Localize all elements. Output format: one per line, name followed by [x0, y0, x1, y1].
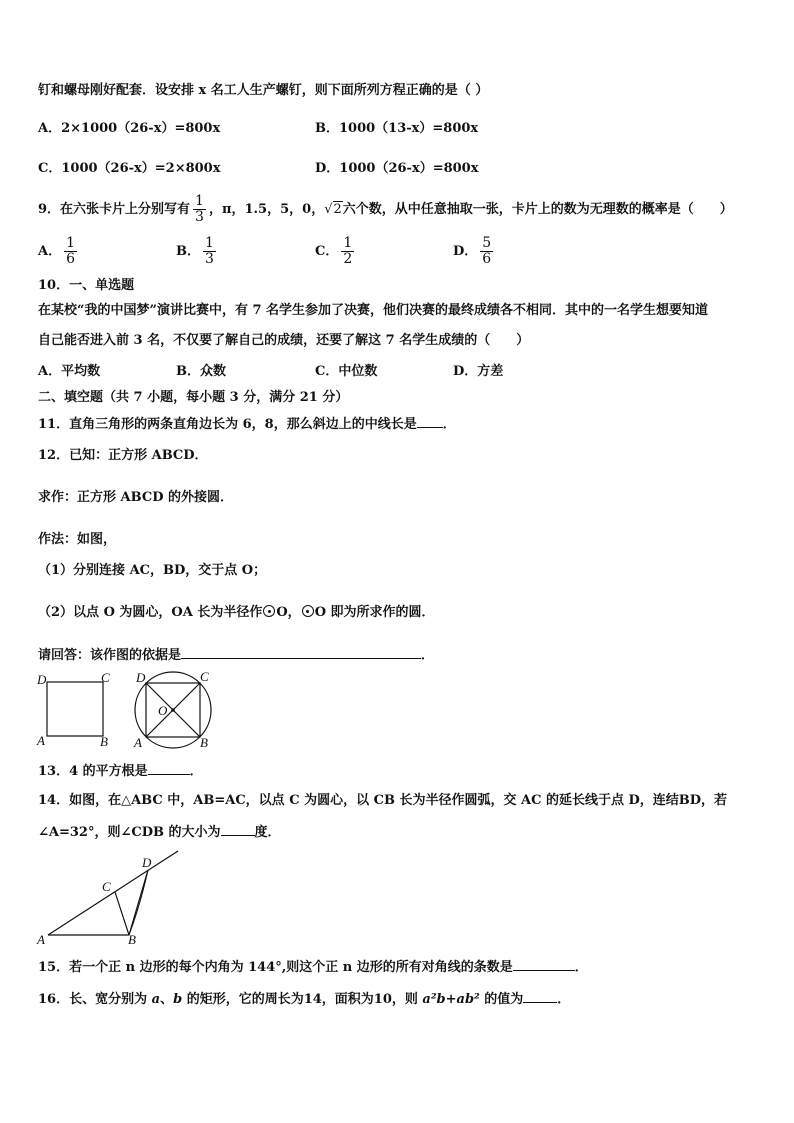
label-a: A	[37, 932, 45, 947]
q9-option-a-frac	[64, 236, 77, 267]
q16-var-a: a	[151, 992, 161, 1007]
q11-end: ．	[442, 417, 456, 432]
q16-var-b: b	[173, 992, 183, 1007]
q12-step2-part-c: O 即为所求作的圆．	[314, 605, 435, 620]
q14-line2-end: 度．	[254, 825, 281, 840]
square-figure	[36, 672, 116, 752]
line-cb	[115, 892, 129, 935]
q9-option-c-letter: C．	[315, 244, 339, 259]
label-b: B	[200, 735, 208, 750]
q12-ask-text: 请回答：该作图的依据是	[38, 648, 182, 663]
answer-blank	[221, 823, 255, 836]
q9-option-d-frac	[480, 236, 493, 267]
q15-text: 15．若一个正 n 边形的每个内角为 144°,则这个正 n 边形的所有对角线的条数是	[38, 960, 513, 975]
q9-option-b-letter: B．	[176, 244, 200, 259]
center-point	[171, 708, 175, 712]
frac-den: 2	[343, 251, 353, 267]
q12-ask	[38, 646, 434, 665]
q10-option-c: C．中位数	[315, 364, 378, 379]
q8-option-b: B．1000（13-x）=800x	[315, 121, 479, 136]
q13	[38, 762, 203, 781]
label-d: D	[136, 670, 146, 685]
circle-dot-symbol	[263, 605, 275, 617]
q9-sqrt	[324, 192, 343, 228]
frac-den: 6	[482, 251, 492, 267]
q9-option-c-frac	[341, 236, 354, 267]
q12-step2-part-a: （2）以点 O 为圆心，OA 长为半径作	[38, 605, 263, 620]
q9-option-d	[453, 234, 496, 270]
frac-num: 1	[205, 235, 214, 251]
q9-option-d-letter: D．	[453, 244, 478, 259]
q13-text: 13．4 的平方根是	[38, 764, 148, 779]
q9-frac-num: 1	[195, 193, 204, 209]
q9-option-b-frac	[203, 236, 216, 267]
q9-option-a	[38, 234, 80, 270]
q9-sqrt-value: 2	[333, 202, 342, 217]
q12-step2	[38, 604, 435, 622]
q10-option-a: A．平均数	[38, 364, 101, 379]
circle-dot-symbol	[302, 605, 314, 617]
q9-option-c	[315, 234, 357, 270]
q10-option-d: D．方差	[453, 364, 504, 379]
q12-step2-part-b: O，	[276, 605, 301, 620]
label-d: D	[37, 672, 47, 687]
line-bd	[129, 870, 148, 935]
square-abcd	[47, 682, 103, 736]
q10-header: 10．一、单选题	[38, 278, 135, 293]
answer-blank	[181, 646, 421, 659]
q9-stem	[38, 192, 733, 228]
label-b: B	[100, 734, 108, 749]
label-c: C	[101, 670, 110, 685]
q12-task: 求作：正方形 ABCD 的外接圆．	[38, 490, 233, 505]
q11-text: 11．直角三角形的两条直角边长为 6，8，那么斜边上的中线长是	[38, 417, 417, 432]
q12-given: 12．已知：正方形 ABCD．	[38, 448, 208, 463]
q9-frac-den: 3	[195, 209, 204, 225]
label-b: B	[128, 932, 136, 947]
q11	[38, 415, 456, 434]
answer-blank	[513, 958, 575, 971]
q9-fraction	[193, 194, 206, 225]
answer-blank	[523, 990, 557, 1003]
section-title: 二、填空题（共 7 小题，每小题 3 分，满分 21 分）	[38, 390, 349, 405]
frac-num: 1	[343, 235, 353, 251]
q9-prefix: 9．在六张卡片上分别写有	[38, 202, 191, 217]
q8-option-a: A．2×1000（26-x）=800x	[38, 121, 221, 136]
label-d: D	[142, 855, 152, 870]
label-c: C	[200, 669, 209, 684]
q9-option-a-letter: A．	[38, 244, 62, 259]
frac-den: 3	[205, 251, 214, 267]
q8-option-d: D．1000（26-x）=800x	[315, 161, 479, 176]
answer-blank	[417, 415, 443, 428]
q9-option-b	[176, 234, 219, 270]
frac-den: 6	[66, 251, 76, 267]
q10-option-b: B．众数	[176, 364, 226, 379]
q16	[38, 990, 570, 1009]
q16-mid: 的矩形，它的周长为14，面积为10，则	[186, 992, 418, 1007]
label-c: C	[102, 879, 111, 894]
q8-option-c: C．1000（26-x）=2×800x	[38, 161, 221, 176]
q16-prefix: 16．长、宽分别为	[38, 992, 148, 1007]
circumscribed-square-figure	[128, 668, 223, 753]
q12-step1: （1）分别连接 AC，BD，交于点 O；	[38, 563, 267, 578]
answer-blank	[148, 762, 190, 775]
q12-method: 作法：如图，	[38, 532, 117, 547]
triangle-figure	[36, 848, 186, 948]
label-a: A	[37, 733, 45, 748]
q9-mid: ，π，1.5，5，0，	[208, 202, 325, 217]
q14-line1: 14．如图，在△ABC 中，AB=AC，以点 C 为圆心，以 CB 长为半径作圆弧，交 AC 的延长线于点 D，连结BD，若	[38, 793, 728, 808]
q10-stem-line1: 在某校“我的中国梦”演讲比赛中，有 7 名学生参加了决赛，他们决赛的最终成绩各不相同．其中的一名学生想要知道	[38, 303, 709, 318]
q12-ask-end: ．	[421, 648, 435, 663]
q16-expression: a²b+ab²	[422, 992, 480, 1007]
line-ad	[48, 851, 178, 935]
q10-stem-line2: 自己能否进入前 3 名，不仅要了解自己的成绩，还要了解这 7 名学生成绩的（ ）	[38, 333, 530, 348]
q14-line2	[38, 823, 281, 842]
label-o: O	[158, 703, 168, 718]
q9-suffix: 六个数，从中任意抽取一张，卡片上的数为无理数的概率是（ ）	[342, 202, 733, 217]
q16-end: ．	[557, 992, 571, 1007]
sqrt-symbol: √	[324, 202, 333, 217]
q16-suffix: 的值为	[484, 992, 524, 1007]
q15-end: ．	[574, 960, 588, 975]
q13-end: ．	[189, 764, 203, 779]
q14-line2-text: ∠A=32°，则∠CDB 的大小为	[38, 825, 221, 840]
q8-stem: 钉和螺母刚好配套．设安排 x 名工人生产螺钉，则下面所列方程正确的是（ ）	[38, 83, 489, 98]
frac-num: 1	[66, 235, 76, 251]
q16-sep: 、	[160, 992, 174, 1007]
label-a: A	[134, 735, 142, 750]
q15	[38, 958, 588, 977]
frac-num: 5	[482, 235, 492, 251]
